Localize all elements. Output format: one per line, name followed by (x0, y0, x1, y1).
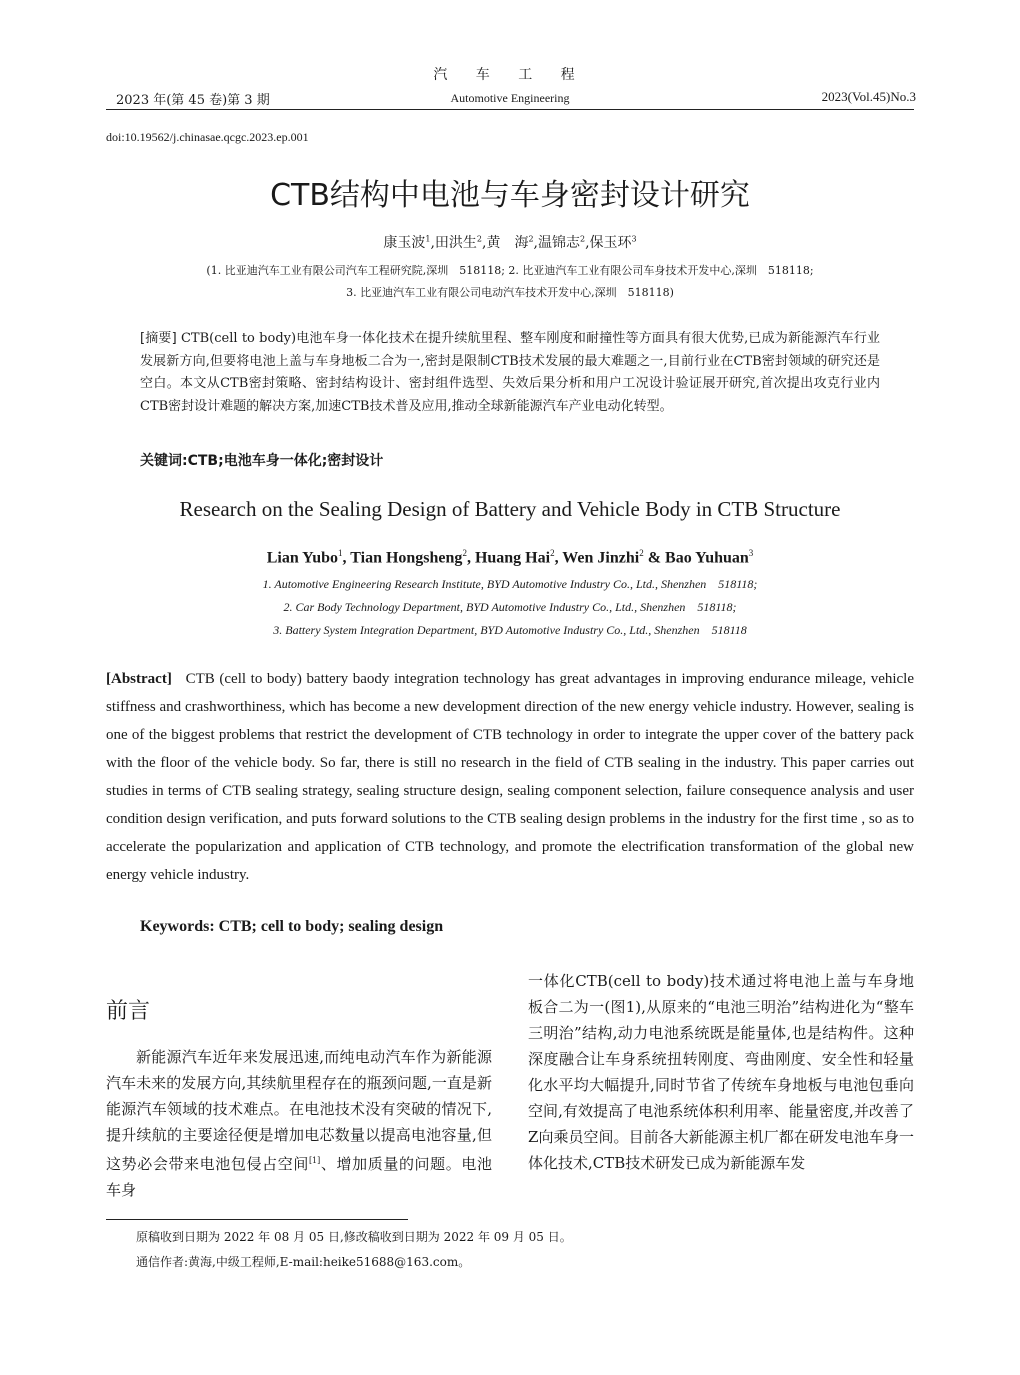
doi: doi:10.19562/j.chinasae.qcgc.2023.ep.001 (106, 130, 309, 144)
author-separator: & (643, 549, 666, 567)
footnote-rule (106, 1219, 408, 1220)
abstract-cn-text: CTB(cell to body)电池车身一体化技术在提升续航里程、整车刚度和耐撞性等方面具有很大优势,已成为新能源汽车行业发展新方向,但要将电池上盖与车身地板二合为一,密封是限制CTB技术发展的最大难题之一,目前行业在CTB密封领域的研究还是空白。本文从CTB密封策略、密封结构设计、密封组件选型、失效后果分析和用户工况设计验证展开研究,首次提出攻克行业内CTB密封设计难题的解决方案,加速CTB技术普及应用,推动全球新能源汽车产业电动化转型。 (140, 331, 880, 414)
author-en: Tian Hongsheng (350, 549, 463, 567)
author-cn: 田洪生 (434, 235, 477, 251)
body-text: 新能源汽车近年来发展迅速,而纯电动汽车作为新能源汽车未来的发展方向,其续航里程存在的瓶颈问题,一直是新能源汽车领域的技术难点。在电池技术没有突破的情况下,提升续航的主要途径便是增加电芯数量以提高电池容量,但这势必会带来电池包侵占空间 (106, 1048, 492, 1173)
affiliation-en-line: 3. Battery System Integration Department, BYD Automotive Industry Co., Ltd., Shenzhen 518118 (273, 623, 747, 637)
affiliation-en-line: 1. Automotive Engineering Research Institute, BYD Automotive Industry Co., Ltd., Shenzhen 518118; (262, 577, 758, 591)
abstract-en-text: CTB (cell to body) battery baody integration technology has great advantages in improving endurance mileage, vehicle stiffness and crashworthiness, which has become a new development direction of the new energy vehicle industry. However, sealing is one of the biggest problems that restrict the development of CTB technology in order to integrate the upper cover of the battery pack with the floor of the vehicle body. So far, there is still no research in the field of CTB sealing in the industry. This paper carries out studies in terms of CTB sealing strategy, sealing structure design, sealing component selection, failure consequence analysis and user condition design verification, and puts forward solutions to the CTB sealing design problems in the industry for the first time , so as to accelerate the popularization and application of CTB technology, and promote the electrification transformation of the global new energy vehicle industry. (106, 671, 914, 883)
author-affil-mark: 2 (580, 234, 586, 244)
journal-name-cn: 汽 车 工 程 (433, 67, 587, 83)
author-separator: , (342, 549, 351, 567)
author-en: Huang Hai (474, 549, 551, 567)
author-en: Wen Jinzhi (562, 549, 640, 567)
section-title: 前言 (106, 999, 151, 1024)
body-column-left (106, 1044, 492, 1203)
author-affil-mark: 1 (338, 548, 343, 558)
author-affil-mark: 3 (748, 548, 754, 558)
abstract-en-label: [Abstract] (106, 671, 172, 687)
author-affil-mark: 2 (476, 234, 482, 244)
author-cn: 保玉环 (589, 235, 632, 251)
footnote-received: 原稿收到日期为 2022 年 08 月 05 日,修改稿收到日期为 2022 年 09 月 05 日。 (136, 1230, 572, 1244)
footnote-correspondence: 通信作者:黄海,中级工程师,E-mail:heike51688@163.com。 (136, 1255, 471, 1269)
body-text: 、增加质量的问题。电池车身 (106, 1155, 492, 1199)
keywords-en: Keywords: CTB; cell to body; sealing design (140, 918, 444, 935)
author-en: Bao Yuhuan (665, 549, 749, 567)
author-affil-mark: 2 (639, 548, 644, 558)
author-separator: , (466, 549, 475, 567)
issue-info-en: 2023(Vol.45)No.3 (821, 89, 916, 104)
author-affil-mark: 3 (631, 234, 637, 244)
journal-name-en: Automotive Engineering (450, 91, 570, 105)
affiliation-cn-line: (1. 比亚迪汽车工业有限公司汽车工程研究院,深圳 518118; 2. 比亚迪汽车工业有限公司车身技术开发中心,深圳 518118; (206, 264, 814, 277)
author-affil-mark: 2 (528, 234, 534, 244)
abstract-cn-label: [摘要] (140, 331, 177, 346)
author-cn: 康玉波 (383, 235, 426, 251)
affiliation-en-line: 2. Car Body Technology Department, BYD Automotive Industry Co., Ltd., Shenzhen 518118; (283, 600, 737, 614)
issue-info-cn: 2023 年(第 45 卷)第 3 期 (116, 93, 270, 108)
abstract-en (106, 665, 914, 889)
author-affil-mark: 1 (425, 234, 431, 244)
keywords-cn: 关键词:CTB;电池车身一体化;密封设计 (140, 453, 384, 469)
author-affil-mark: 2 (462, 548, 467, 558)
authors-cn: 康玉波$^1$,田洪生$^2$,黄 海$^2$,温锦志$^2$,保玉环$^3$ (383, 234, 637, 251)
author-separator: , (554, 549, 563, 567)
author-en: Lian Yubo (266, 549, 339, 567)
title-cn: CTB结构中电池与车身密封设计研究 (270, 178, 750, 213)
title-en: Research on the Sealing Design of Battery and Vehicle Body in CTB Structure (179, 497, 841, 521)
header-rule (106, 109, 914, 110)
author-cn: 温锦志 (538, 235, 580, 251)
author-cn: 黄 海 (486, 235, 529, 251)
body-column-right: 一体化CTB(cell to body)技术通过将电池上盖与车身地板合二为一(图1),从原来的“电池三明治”结构进化为“整车三明治”结构,动力电池系统既是能量体,也是结构件。这种深度融合让车身系统扭转刚度、弯曲刚度、安全性和轻量化水平均大幅提升,同时节省了传统车身地板与电池包垂向空间,有效提高了电池系统体积利用率、能量密度,并改善了Z向乘员空间。目前各大新能源主机厂都在研发电池车身一体化技术,CTB技术研发已成为新能源车发 (528, 972, 914, 1172)
authors-en (0, 548, 1020, 567)
affiliation-cn-line: 3. 比亚迪汽车工业有限公司电动汽车技术开发中心,深圳 518118) (346, 286, 674, 299)
citation-ref[interactable]: [1] (308, 1156, 321, 1165)
author-affil-mark: 2 (550, 548, 555, 558)
abstract-cn (140, 328, 880, 418)
